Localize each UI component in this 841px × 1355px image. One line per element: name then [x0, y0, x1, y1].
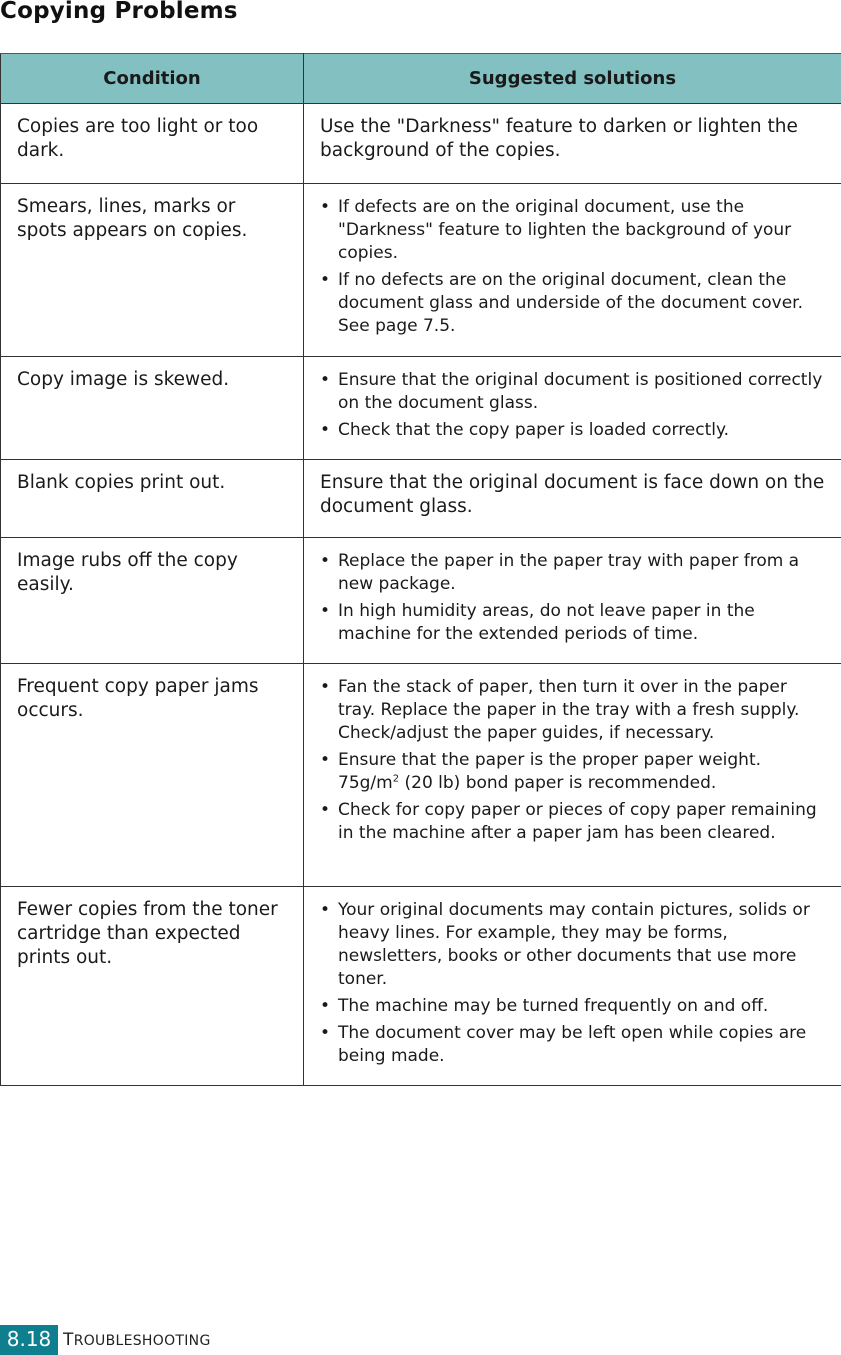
- solution-item: [320, 799, 829, 845]
- solution-text: Your original documents may contain pictures, solids or heavy lines. For example, they may be forms, newsletters, books or other documents that use more toner.: [338, 900, 810, 989]
- solution-list: [320, 369, 829, 442]
- condition-header: Condition: [1, 54, 304, 104]
- condition-cell: Fewer copies from the toner cartridge than expected prints out.: [1, 887, 304, 1086]
- bullet-icon: •: [320, 197, 331, 217]
- solution-list: [320, 196, 829, 338]
- solution-text: Fan the stack of paper, then turn it over in the paper tray. Replace the paper in the tray with a fresh supply. Check/adjust the paper guides, if necessary.: [338, 677, 800, 743]
- table-row: [1, 887, 841, 1086]
- page-number-badge: 8.18: [0, 1325, 58, 1355]
- bullet-icon: •: [320, 900, 331, 920]
- table-row: [1, 460, 841, 538]
- condition-cell: Smears, lines, marks or spots appears on copies.: [1, 184, 304, 357]
- troubleshooting-table: [0, 53, 841, 1086]
- solution-text: Ensure that the paper is the proper paper weight.: [338, 750, 762, 770]
- bullet-icon: •: [320, 270, 331, 290]
- bullet-icon: •: [320, 996, 331, 1016]
- table-row: [1, 104, 841, 184]
- solution-cell: [304, 887, 841, 1086]
- bullet-icon: •: [320, 420, 331, 440]
- bullet-icon: •: [320, 601, 331, 621]
- solution-item: [320, 550, 829, 596]
- solution-item: [320, 369, 829, 415]
- solution-text: Ensure that the original document is positioned correctly on the document glass.: [338, 370, 823, 413]
- table-row: [1, 184, 841, 357]
- solution-cell: [304, 357, 841, 460]
- table-row: [1, 664, 841, 887]
- table-header-row: [1, 54, 841, 104]
- solution-item: [320, 899, 829, 991]
- section-initial: T: [63, 1330, 74, 1350]
- solution-text: Check that the copy paper is loaded correctly.: [338, 420, 730, 440]
- solution-item: [320, 269, 829, 338]
- solution-text: In high humidity areas, do not leave paper in the machine for the extended periods of time.: [338, 601, 755, 644]
- section-rest: ROUBLESHOOTING: [73, 1333, 211, 1349]
- solution-item: [320, 196, 829, 265]
- solution-cell: [304, 538, 841, 664]
- solution-text: Check for copy paper or pieces of copy paper remaining in the machine after a paper jam has been cleared.: [338, 800, 817, 843]
- paper-weight-prefix: 75g/m: [338, 773, 393, 793]
- solution-list: [320, 676, 829, 845]
- bullet-icon: •: [320, 677, 331, 697]
- solution-item: [320, 600, 829, 646]
- solution-text: The document cover may be left open while copies are being made.: [338, 1023, 807, 1066]
- solution-cell: Ensure that the original document is face down on the document glass.: [304, 460, 841, 538]
- solution-item: [320, 995, 829, 1018]
- table-row: [1, 357, 841, 460]
- paper-weight-suffix: (20 lb) bond paper is recommended.: [399, 773, 717, 793]
- condition-cell: Image rubs off the copy easily.: [1, 538, 304, 664]
- bullet-icon: •: [320, 1023, 331, 1043]
- solution-item: [320, 749, 829, 795]
- condition-cell: Copy image is skewed.: [1, 357, 304, 460]
- page-title: Copying Problems: [0, 0, 238, 24]
- solution-item: [320, 676, 829, 745]
- solution-text: If defects are on the original document, use the "Darkness" feature to lighten the background of your copies.: [338, 197, 792, 263]
- solution-item: [320, 419, 829, 442]
- bullet-icon: •: [320, 551, 331, 571]
- solution-list: [320, 899, 829, 1068]
- bullet-icon: •: [320, 800, 331, 820]
- bullet-icon: •: [320, 370, 331, 390]
- solution-item: [320, 1022, 829, 1068]
- section-label: [63, 1330, 211, 1350]
- solution-text: The machine may be turned frequently on and off.: [338, 996, 769, 1016]
- condition-cell: Blank copies print out.: [1, 460, 304, 538]
- condition-cell: Copies are too light or too dark.: [1, 104, 304, 184]
- solution-cell: Use the "Darkness" feature to darken or lighten the background of the copies.: [304, 104, 841, 184]
- table-row: [1, 538, 841, 664]
- solution-cell: [304, 184, 841, 357]
- squared-superscript: 2: [392, 773, 400, 785]
- solutions-header: Suggested solutions: [304, 54, 841, 104]
- bullet-icon: •: [320, 750, 331, 770]
- solution-list: [320, 550, 829, 646]
- solution-text: If no defects are on the original document, clean the document glass and underside of the document cover. See page 7.5.: [338, 270, 804, 336]
- solution-text: Replace the paper in the paper tray with paper from a new package.: [338, 551, 800, 594]
- solution-cell: [304, 664, 841, 887]
- condition-cell: Frequent copy paper jams occurs.: [1, 664, 304, 887]
